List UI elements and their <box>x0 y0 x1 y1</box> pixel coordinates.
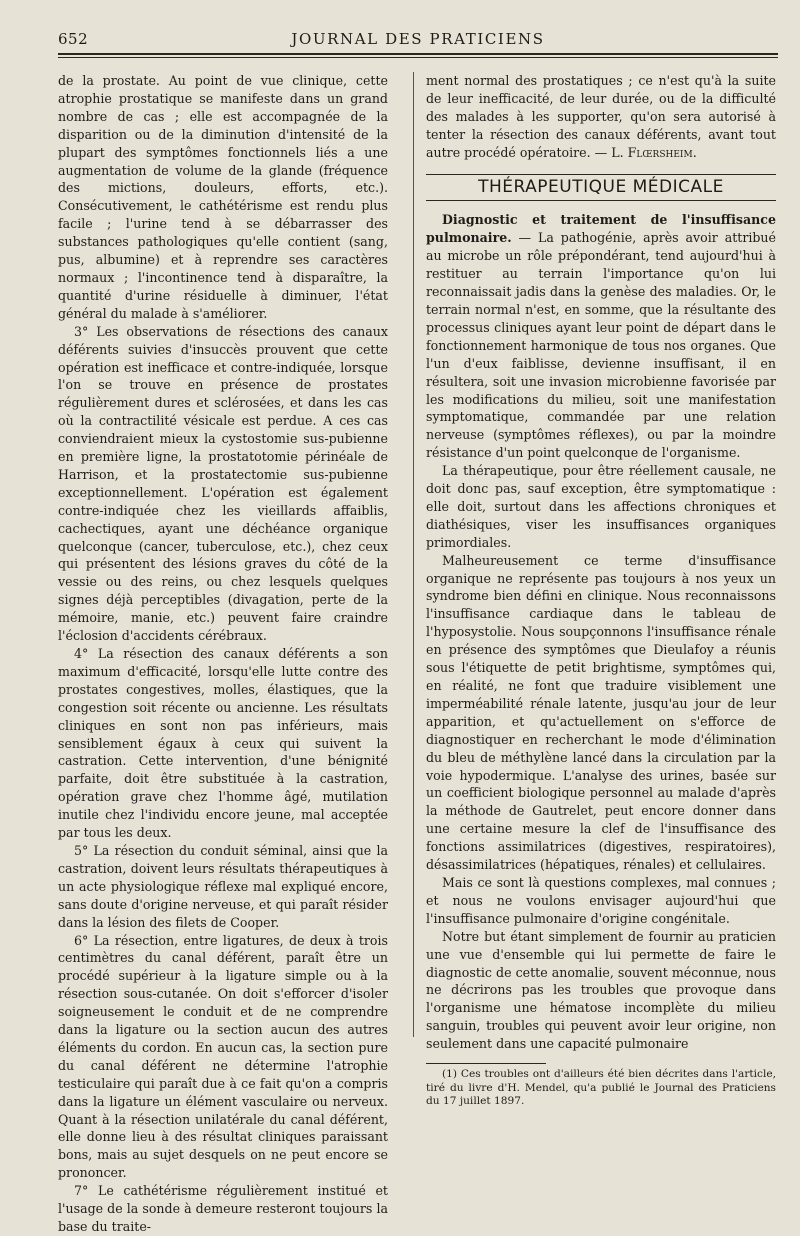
right-column <box>426 72 776 1109</box>
paragraph: 5° La résection du conduit séminal, ainsi que la castration, doivent leurs résultats thérapeutiques à un acte physiologique réflexe mal expliqué encore, sans doute d'origine nerveuse, et qui paraît résider dans la lésion des filets de Cooper. <box>58 842 388 930</box>
paragraph: 4° La résection des canaux déférents a son maximum d'efficacité, lorsqu'elle lutte contre des prostates congestives, molles, élastiques, que la congestion soit récente ou ancienne. Les résultats cliniques en sont non pas inférieurs, mais sensiblement égaux à ceux qui suivent la castration. Cette intervention, d'une bénignité parfaite, doit être substituée à la castration, opération grave chez l'homme âgé, mutilation inutile chez l'individu encore jeune, mal acceptée par tous les deux. <box>58 646 388 841</box>
footnote-rule <box>426 1063 546 1064</box>
continuation-paragraph <box>426 72 776 162</box>
header-rule <box>58 53 778 58</box>
left-column <box>58 72 388 1236</box>
page-number: 652 <box>58 30 89 48</box>
paragraph: de la prostate. Au point de vue clinique, cette atrophie prostatique se manifeste dans un grand nombre de cas ; elle est accompagnée de la disparition ou de la diminution d'intensité de la plupart des symptômes fonctionnels liés a une augmentation de volume de la glande (fréquence des mictions, douleurs, efforts, etc.). Consécutivement, le cathétérisme est rendu plus facile ; l'urine tend à se débarrasser des substances pathologiques qu'elle contient (sang, pus, albumine) et à reprendre ses caractères normaux ; l'incontinence tend à disparaître, la quantité d'urine résiduelle à diminuer, l'état général du malade à s'améliorer. <box>58 73 388 321</box>
paragraph: 6° La résection, entre ligatures, de deux à trois centimètres du canal déférent, paraît être un procédé supérieur à la ligature simple ou à la résection sous-cutanée. On doit s'efforcer d'isoler soigneusement le conduit et de ne comprendre dans la ligature ou la section aucun des autres éléments du cordon. En aucun cas, la section pure du canal déférent ne détermine l'atrophie testiculaire qui paraît due à ce fait qu'on a compris dans la ligature un élément vasculaire ou nerveux. Quant à la résection unilatérale du canal déférent, elle donne lieu à des résultat cliniques paraissant bons, mais au sujet desquels on ne peut encore se prononcer. <box>58 932 388 1181</box>
continuation-text: ment normal des prostatiques ; ce n'est qu'à la suite de leur inefficacité, de leur durée, ou de la difficulté des malades à les supporter, qu'on sera autorisé à tenter la résection des canaux déférents, avant tout autre procédé opératoire. — L. <box>426 73 776 160</box>
section-rule-top <box>426 174 776 175</box>
article-heading: Diagnostic et traitement de l'insuffisance pulmonaire. <box>426 212 776 246</box>
paragraph: 3° Les observations de résections des canaux déférents suivies d'insuccès prouvent que cette opération est inefficace et contre-indiquée, lorsque l'on se trouve en présence de prostates régulièrement dures et sclérosées, et dans les cas où la contractilité vésicale est perdue. A ces cas conviendraient mieux la cystostomie sus-pubienne en première ligne, la prostatotomie périnéale de Harrison, et la prostatectomie sus-pubienne exceptionnellement. L'opération est également contre-indiquée chez les vieillards affaiblis, cachectiques, ayant une déchéance organique quelconque (cancer, tuberculose, etc.), chez ceux qui présentent des lésions graves du côté de la vessie ou des reins, ou chez lesquels quelques signes déjà perceptibles (divagation, perte de la mémoire, manie, etc.) peuvent faire craindre l'éclosion d'accidents cérébraux. <box>58 323 388 644</box>
paragraph: La thérapeutique, pour être réellement causale, ne doit donc pas, sauf exception, être symptomatique : elle doit, surtout dans les affections chroniques et diathésiques, viser les insuffisances organiques primordiales. <box>426 463 776 550</box>
article-intro-text: — La pathogénie, après avoir attribué au microbe un rôle prépondérant, tend aujourd'hui à restituer au terrain l'importance qu'on lui reconnaissait jadis dans la genèse des maladies. Or, le terrain normal n'est, en somme, que la résultante des processus cliniques ayant leur point de départ dans le fonctionnement harmonique de tous nos organes. Que l'un d'eux faiblisse, devienne insuffisant, il en résultera, soit une invasion microbienne favorisée par les modifications du milieu, soit une manifestation symptomatique, commandée par une relation nerveuse (symptômes réflexes), ou par la moindre résistance d'un point quelconque de l'organisme. <box>426 230 776 461</box>
article-intro-paragraph <box>426 211 776 462</box>
paragraph: Notre but étant simplement de fournir au praticien une vue d'ensemble qui lui permette de faire le diagnostic de cette anomalie, souvent méconnue, nous ne décrirons pas les troubles que provoque dans l'organisme une hématose incomplète du milieu sanguin, troubles qui peuvent avoir leur origine, non seulement dans une capacité pulmonaire <box>426 928 776 1052</box>
page-header <box>58 30 778 50</box>
column-divider <box>413 72 414 1037</box>
section-rule-bottom <box>426 200 776 201</box>
section-title: THÉRAPEUTIQUE MÉDICALE <box>478 176 724 197</box>
journal-title: JOURNAL DES PRATICIENS <box>291 30 545 48</box>
author-signature: Flœrsheim. <box>627 144 697 160</box>
footnote: (1) Ces troubles ont d'ailleurs été bien décrites dans l'article, tiré du livre d'H. Mendel, qu'a publié le Journal des Praticiens du 17 juillet 1897. <box>426 1068 776 1108</box>
paragraph: Malheureusement ce terme d'insuffisance organique ne représente pas toujours à nos yeux un syndrome bien défini en clinique. Nous reconnaissons l'insuffisance cardiaque dans le tableau de l'hyposystolie. Nous soupçonnons l'insuffisance rénale en présence des symptômes que Dieulafoy a réunis sous l'étiquette de petit brightisme, symptômes qui, en réalité, ne font que traduire visiblement une imperméabilité rénale latente, jusqu'au jour de leur apparition, et qu'actuellement on s'efforce de diagnostiquer en recherchant le mode d'élimination du bleu de méthylène lancé dans la circulation par la voie hypodermique. L'analyse des urines, basée sur un coefficient biologique personnel au malade d'après la méthode de Gautrelet, peut encore donner dans une certaine mesure la clef de l'insuffisance des fonctions assimilatrices (digestives, respiratoires), désassimilatrices (hépatiques, rénales) et cellulaires. <box>426 552 776 873</box>
paragraph: Mais ce sont là questions complexes, mal connues ; et nous ne voulons envisager aujourd'hui que l'insuffisance pulmonaire d'origine congénitale. <box>426 874 776 926</box>
paragraph: 7° Le cathétérisme régulièrement institué et l'usage de la sonde à demeure resteront toujours la base du traite- <box>58 1183 388 1234</box>
